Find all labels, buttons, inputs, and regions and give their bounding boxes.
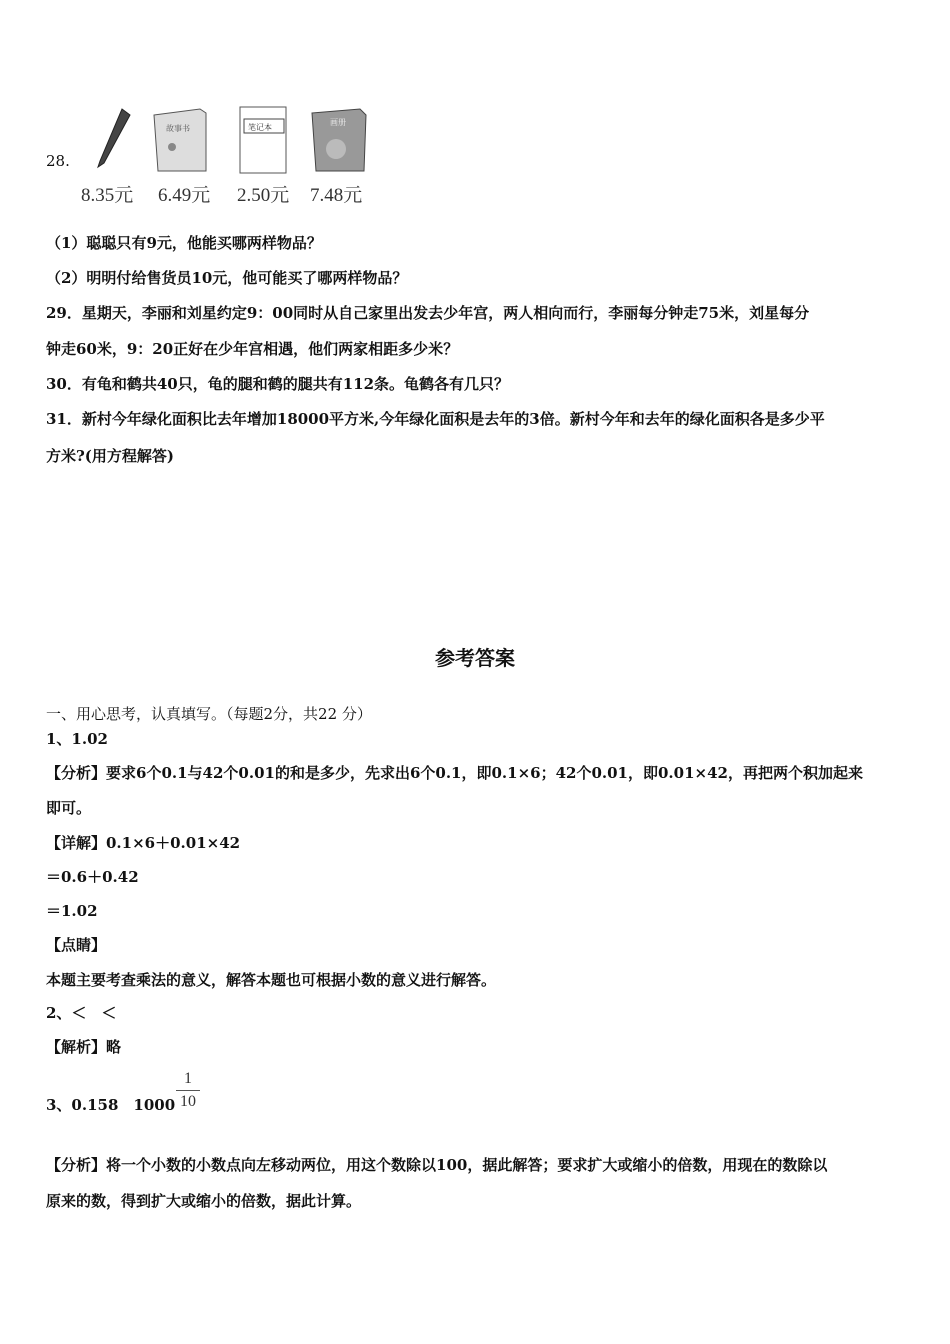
- q28-number: 28.: [46, 152, 70, 170]
- a2-analysis: 【解析】略: [46, 1038, 122, 1056]
- q29-line2: 钟走60米，9：20正好在少年宫相遇，他们两家相距多少米？: [46, 340, 459, 358]
- notebook-label: 笔记本: [248, 123, 272, 132]
- a3-fraction: [176, 1070, 200, 1111]
- a3: 3、0.158 1000: [46, 1096, 176, 1114]
- q28-sub1: （1）聪聪只有9元，他能买哪两样物品？: [46, 234, 322, 252]
- notebook-icon: [234, 105, 298, 175]
- fraction-numerator: 1: [184, 1070, 192, 1087]
- story-book-icon: [150, 105, 214, 175]
- q31-line1: 31．新村今年绿化面积比去年增加18000平方米,今年绿化面积是去年的3倍。新村今年和去年的绿化面积各是多少平: [46, 410, 825, 428]
- a1-analysis-1: 【分析】要求6个0.1与42个0.01的和是多少，先求出6个0.1，即0.1×6；42个0.01，即0.01×42，再把两个积加起来: [46, 764, 863, 782]
- picture-book-icon: [306, 105, 370, 175]
- a1-detail-3: ＝1.02: [46, 902, 98, 920]
- q29-line1: 29．星期天，李丽和刘星约定9：00同时从自己家里出发去少年宫，两人相向而行，李丽每分钟走75米，刘星每分: [46, 304, 810, 322]
- a1-analysis-2: 即可。: [46, 799, 92, 817]
- price-pen: 8.35元: [81, 185, 134, 206]
- q31-line2: 方米?(用方程解答): [46, 447, 174, 465]
- picture-book-label: 画册: [330, 118, 346, 127]
- a1-tip-label: 【点睛】: [46, 936, 107, 954]
- fraction-denominator: 10: [180, 1093, 196, 1110]
- section-heading: 一、用心思考，认真填写。（每题2分，共22 分）: [46, 705, 372, 723]
- a1-detail-2: ＝0.6＋0.42: [46, 868, 139, 886]
- q28-sub2: （2）明明付给售货员10元，他可能买了哪两样物品？: [46, 269, 408, 287]
- price-story-book: 6.49元: [158, 185, 211, 206]
- a3-analysis-1: 【分析】将一个小数的小数点向左移动两位，用这个数除以100，据此解答；要求扩大或缩小的倍数，用现在的数除以: [46, 1156, 828, 1174]
- story-book-label: 故事书: [166, 124, 190, 133]
- answers-title: 参考答案: [435, 646, 515, 670]
- a1-tip: 本题主要考查乘法的意义，解答本题也可根据小数的意义进行解答。: [46, 971, 497, 989]
- a1: 1、1.02: [46, 730, 108, 748]
- price-notebook: 2.50元: [237, 185, 290, 206]
- a2: 2、＜ ＜: [46, 1004, 117, 1022]
- price-picture-book: 7.48元: [310, 185, 363, 206]
- a3-analysis-2: 原来的数，得到扩大或缩小的倍数，据此计算。: [46, 1192, 362, 1210]
- q30: 30．有龟和鹤共40只，龟的腿和鹤的腿共有112条。龟鹤各有几只？: [46, 375, 510, 393]
- pen-icon: [84, 105, 148, 175]
- a1-detail-1: 【详解】0.1×6＋0.01×42: [46, 834, 241, 852]
